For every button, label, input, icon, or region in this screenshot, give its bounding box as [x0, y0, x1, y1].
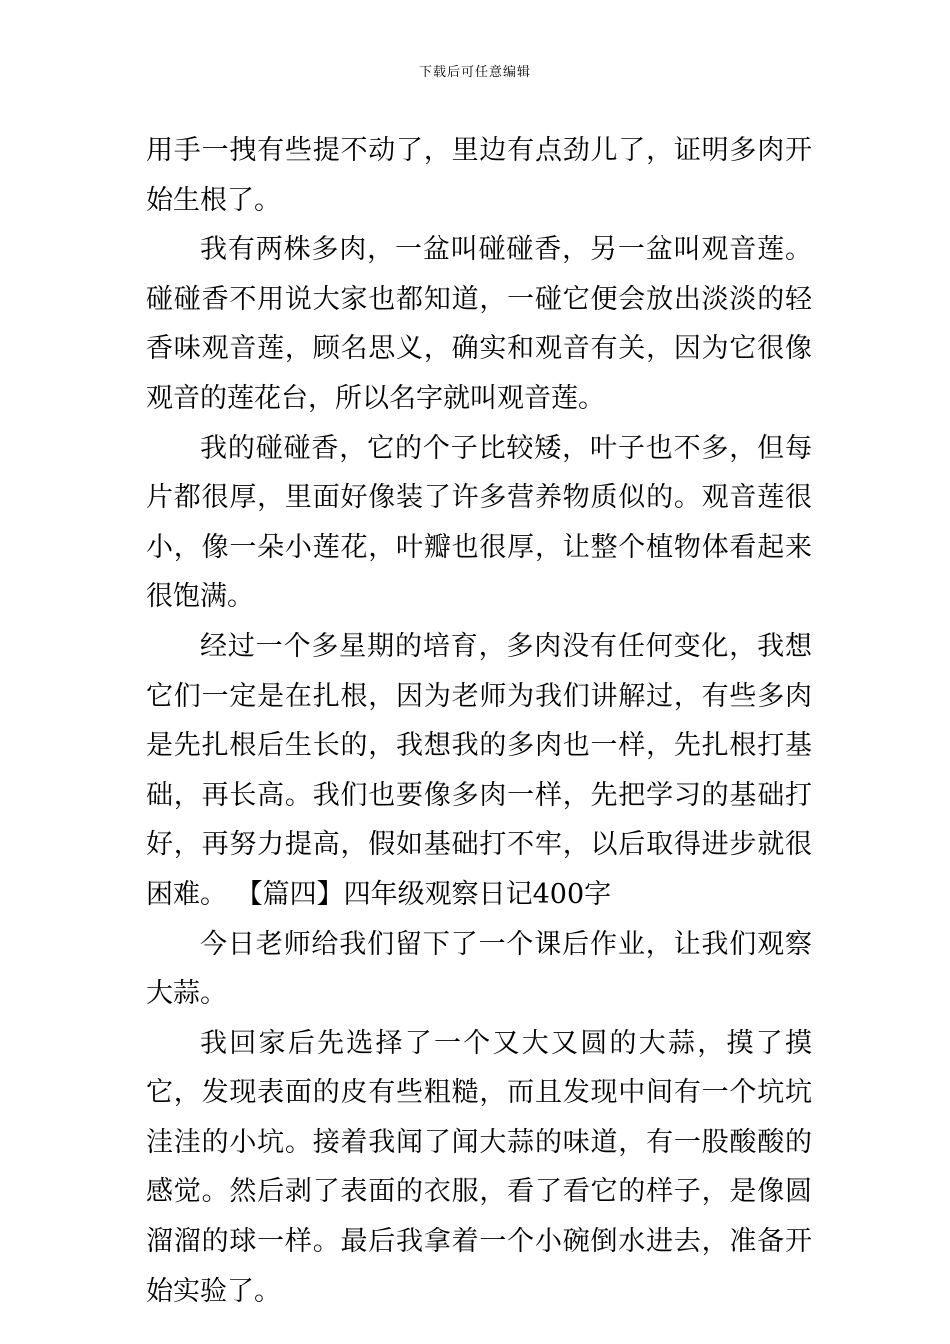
paragraph-two-plants: 我有两株多肉，一盆叫碰碰香，另一盆叫观音莲。碰碰香不用说大家也都知道，一碰它便会放出淡淡的轻香味观音莲，顾名思义，确实和观音有关，因为它很像观音的莲花台，所以名字就叫观音莲。: [146, 234, 812, 414]
paragraph-continuation: 用手一拽有些提不动了，里边有点劲儿了，证明多肉开始生根了。: [146, 135, 812, 216]
paragraph-rooting: 经过一个多星期的培育，多肉没有任何变化，我想它们一定是在扎根，因为老师为我们讲解过，有些多肉是先扎根后生长的，我想我的多肉也一样，先扎根打基础，再长高。我们也要像多肉一样，先把学习的基础打好，再努力提高，假如基础打不牢，以后取得进步就很困难。 【篇四】四年级观察日记400字: [146, 630, 812, 910]
paragraph-homework: 今日老师给我们留下了一个课后作业，让我们观察大蒜。: [146, 928, 812, 1010]
document-body: [146, 126, 812, 1316]
paragraph-plant-description: 我的碰碰香，它的个子比较矮，叶子也不多，但每片都很厚，里面好像装了许多营养物质似的。观音莲很小，像一朵小莲花，叶瓣也很厚，让整个植物体看起来很饱满。: [146, 432, 812, 613]
page-header-note: 下载后可任意编辑: [418, 65, 531, 80]
paragraph-garlic: 我回家后先选择了一个又大又圆的大蒜，摸了摸它，发现表面的皮有些粗糙，而且发现中间有一个坑坑洼洼的小坑。接着我闻了闻大蒜的味道，有一股酸酸的感觉。然后剥了表面的衣服，看了看它的样子，是像圆溜溜的球一样。最后我拿着一个小碗倒水进去，准备开始实验了。: [146, 1027, 812, 1307]
